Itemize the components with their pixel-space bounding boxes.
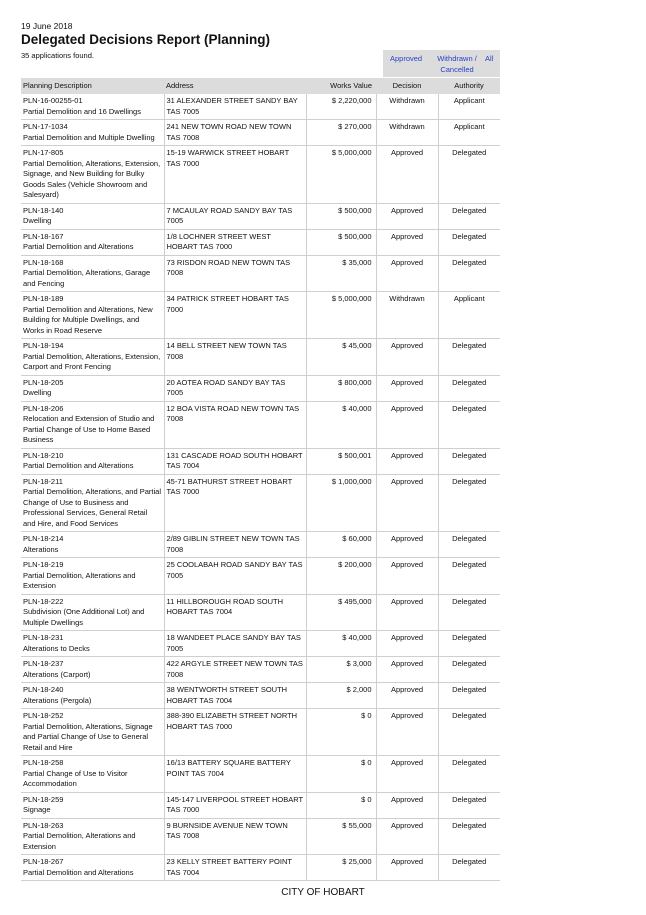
cell-works-value: $ 0: [306, 756, 376, 793]
cell-address: 34 PATRICK STREET HOBART TAS 7000: [164, 292, 306, 339]
page-title: Delegated Decisions Report (Planning): [21, 32, 271, 47]
application-description: Partial Change of Use to Visitor Accommodation: [23, 768, 128, 788]
table-row: [21, 709, 500, 756]
cell-address: 388-390 ELIZABETH STREET NORTH HOBART TAS 7000: [164, 709, 306, 756]
cell-works-value: $ 3,000: [306, 657, 376, 683]
cell-authority: Delegated: [438, 474, 500, 532]
cell-decision: Approved: [376, 448, 438, 474]
application-description: Partial Demolition and Alterations, New Building for Multiple Dwellings, and Works in Road Reserve: [23, 304, 153, 335]
application-id: PLN-18-140: [23, 205, 64, 215]
cell-works-value: $ 0: [306, 709, 376, 756]
cell-decision: Approved: [376, 532, 438, 558]
cell-decision: Approved: [376, 683, 438, 709]
cell-authority: Applicant: [438, 120, 500, 146]
cell-works-value: $ 40,000: [306, 631, 376, 657]
table-row: [21, 792, 500, 818]
cell-description: [21, 292, 164, 339]
table-row: [21, 339, 500, 376]
application-id: PLN-18-168: [23, 257, 64, 267]
cell-description: [21, 683, 164, 709]
cell-decision: Withdrawn: [376, 94, 438, 120]
cell-address: 15-19 WARWICK STREET HOBART TAS 7000: [164, 146, 306, 204]
filter-all-link[interactable]: All: [485, 54, 494, 63]
cell-authority: Delegated: [438, 558, 500, 595]
cell-authority: Delegated: [438, 255, 500, 292]
filter-approved-link[interactable]: Approved: [390, 54, 423, 63]
application-id: PLN-17-1034: [23, 122, 68, 131]
cell-works-value: $ 500,000: [306, 229, 376, 255]
cell-description: [21, 401, 164, 448]
cell-works-value: $ 2,000: [306, 683, 376, 709]
cell-authority: Delegated: [438, 532, 500, 558]
application-description: Partial Demolition, Alterations and Extension: [23, 831, 136, 851]
cell-authority: Delegated: [438, 375, 500, 401]
cell-description: [21, 818, 164, 855]
cell-description: [21, 631, 164, 657]
cell-address: 9 BURNSIDE AVENUE NEW TOWN TAS 7008: [164, 818, 306, 855]
cell-authority: Applicant: [438, 94, 500, 120]
cell-works-value: $ 0: [306, 792, 376, 818]
cell-decision: Approved: [376, 401, 438, 448]
cell-decision: Approved: [376, 146, 438, 204]
application-description: Signage: [23, 805, 51, 814]
application-description: Relocation and Extension of Studio and Partial Change of Use to Home Based Business: [23, 414, 155, 444]
table-row: [21, 756, 500, 793]
cell-decision: Approved: [376, 594, 438, 631]
cell-decision: Approved: [376, 339, 438, 376]
cell-address: 14 BELL STREET NEW TOWN TAS 7008: [164, 339, 306, 376]
cell-address: 7 MCAULAY ROAD SANDY BAY TAS 7005: [164, 203, 306, 229]
cell-description: [21, 532, 164, 558]
cell-decision: Approved: [376, 709, 438, 756]
column-header-value: Works Value: [306, 78, 376, 94]
cell-decision: Approved: [376, 855, 438, 881]
cell-works-value: $ 55,000: [306, 818, 376, 855]
cell-description: [21, 146, 164, 204]
table-row: [21, 474, 500, 532]
application-description: Partial Demolition, Alterations, Extension, Signage, and New Building for Bulky Goods Sales (Vehicle Showroom and Salesyard): [23, 158, 161, 199]
filter-withdrawn-link[interactable]: Withdrawn / Cancelled: [437, 54, 477, 74]
application-description: Partial Demolition, Alterations and Extension: [23, 570, 136, 590]
cell-address: 18 WANDEET PLACE SANDY BAY TAS 7005: [164, 631, 306, 657]
application-id: PLN-18-263: [23, 820, 64, 830]
application-id: PLN-18-259: [23, 794, 64, 804]
cell-decision: Approved: [376, 631, 438, 657]
application-id: PLN-18-214: [23, 534, 64, 543]
cell-authority: Delegated: [438, 401, 500, 448]
cell-description: [21, 792, 164, 818]
cell-works-value: $ 200,000: [306, 558, 376, 595]
table-row: [21, 657, 500, 683]
cell-decision: Approved: [376, 792, 438, 818]
cell-address: 12 BOA VISTA ROAD NEW TOWN TAS 7008: [164, 401, 306, 448]
application-id: PLN-18-194: [23, 341, 64, 350]
cell-description: [21, 94, 164, 120]
cell-description: [21, 558, 164, 595]
table-row: [21, 94, 500, 120]
application-description: Partial Demolition and Multiple Dwelling: [23, 132, 155, 142]
report-date: 19 June 2018: [21, 21, 73, 31]
application-description: Alterations (Carport): [23, 669, 91, 679]
application-description: Dwelling: [23, 388, 52, 397]
application-id: PLN-18-211: [23, 476, 63, 486]
result-count: 35 applications found.: [21, 51, 94, 60]
cell-works-value: $ 1,000,000: [306, 474, 376, 532]
cell-description: [21, 255, 164, 292]
application-description: Partial Demolition, Alterations, Extension, Carport and Front Fencing: [23, 351, 161, 371]
cell-address: 11 HILLBOROUGH ROAD SOUTH HOBART TAS 7004: [164, 594, 306, 631]
table-row: [21, 146, 500, 204]
cell-works-value: $ 40,000: [306, 401, 376, 448]
cell-works-value: $ 270,000: [306, 120, 376, 146]
cell-authority: Delegated: [438, 448, 500, 474]
cell-decision: Approved: [376, 229, 438, 255]
table-row: [21, 558, 500, 595]
cell-decision: Approved: [376, 203, 438, 229]
application-id: PLN-18-237: [23, 659, 64, 668]
application-description: Partial Demolition and Alterations: [23, 867, 134, 877]
table-row: [21, 120, 500, 146]
cell-address: 241 NEW TOWN ROAD NEW TOWN TAS 7008: [164, 120, 306, 146]
cell-description: [21, 855, 164, 881]
cell-decision: Approved: [376, 818, 438, 855]
column-header-address: Address: [164, 78, 306, 94]
application-id: PLN-18-222: [23, 596, 64, 606]
cell-works-value: $ 45,000: [306, 339, 376, 376]
table-row: [21, 855, 500, 881]
table-row: [21, 532, 500, 558]
cell-description: [21, 756, 164, 793]
cell-description: [21, 203, 164, 229]
cell-description: [21, 474, 164, 532]
table-row: [21, 375, 500, 401]
application-description: Dwelling: [23, 216, 52, 225]
application-id: PLN-18-167: [23, 231, 64, 241]
table-row: [21, 255, 500, 292]
cell-address: 1/8 LOCHNER STREET WEST HOBART TAS 7000: [164, 229, 306, 255]
application-description: Partial Demolition, Alterations, Signage and Partial Change of Use to General Retail and Hire: [23, 721, 153, 752]
footer-council-name: CITY OF HOBART: [281, 887, 365, 898]
cell-description: [21, 229, 164, 255]
column-header-authority: Authority: [438, 78, 500, 94]
table-row: [21, 594, 500, 631]
cell-authority: Delegated: [438, 756, 500, 793]
cell-authority: Delegated: [438, 657, 500, 683]
cell-decision: Approved: [376, 657, 438, 683]
table-row: [21, 818, 500, 855]
cell-decision: Withdrawn: [376, 292, 438, 339]
cell-works-value: $ 2,220,000: [306, 94, 376, 120]
cell-works-value: $ 60,000: [306, 532, 376, 558]
column-header-decision: Decision: [376, 78, 438, 94]
application-description: Alterations (Pergola): [23, 695, 92, 705]
application-description: Partial Demolition, Alterations, Garage and Fencing: [23, 268, 151, 288]
table-row: [21, 448, 500, 474]
cell-address: 16/13 BATTERY SQUARE BATTERY POINT TAS 7004: [164, 756, 306, 793]
cell-works-value: $ 800,000: [306, 375, 376, 401]
cell-address: 23 KELLY STREET BATTERY POINT TAS 7004: [164, 855, 306, 881]
application-id: PLN-18-210: [23, 450, 64, 460]
application-id: PLN-18-189: [23, 294, 64, 303]
cell-description: [21, 120, 164, 146]
cell-address: 45-71 BATHURST STREET HOBART TAS 7000: [164, 474, 306, 532]
cell-authority: Delegated: [438, 855, 500, 881]
application-description: Partial Demolition and Alterations: [23, 242, 134, 251]
cell-authority: Delegated: [438, 818, 500, 855]
application-description: Alterations to Decks: [23, 643, 90, 653]
table-row: [21, 229, 500, 255]
cell-authority: Delegated: [438, 203, 500, 229]
cell-address: 25 COOLABAH ROAD SANDY BAY TAS 7005: [164, 558, 306, 595]
filter-bar: [383, 50, 500, 77]
table-row: [21, 683, 500, 709]
application-id: PLN-18-240: [23, 685, 64, 694]
application-id: PLN-17-805: [23, 148, 64, 157]
cell-authority: Delegated: [438, 631, 500, 657]
application-description: Subdivision (One Additional Lot) and Multiple Dwellings: [23, 607, 145, 627]
cell-address: 145-147 LIVERPOOL STREET HOBART TAS 7000: [164, 792, 306, 818]
cell-works-value: $ 5,000,000: [306, 146, 376, 204]
column-header-description: Planning Description: [21, 78, 164, 94]
table-row: [21, 203, 500, 229]
cell-description: [21, 448, 164, 474]
cell-works-value: $ 35,000: [306, 255, 376, 292]
table-row: [21, 401, 500, 448]
cell-description: [21, 709, 164, 756]
application-description: Alterations: [23, 544, 59, 554]
cell-decision: Approved: [376, 255, 438, 292]
table-row: [21, 292, 500, 339]
application-id: PLN-16-00255-01: [23, 96, 83, 105]
cell-decision: Approved: [376, 474, 438, 532]
table-row: [21, 631, 500, 657]
cell-works-value: $ 495,000: [306, 594, 376, 631]
application-description: Partial Demolition and Alterations: [23, 461, 134, 470]
cell-authority: Delegated: [438, 339, 500, 376]
cell-decision: Approved: [376, 756, 438, 793]
cell-authority: Delegated: [438, 229, 500, 255]
cell-authority: Delegated: [438, 709, 500, 756]
application-id: PLN-18-267: [23, 857, 64, 866]
cell-works-value: $ 500,000: [306, 203, 376, 229]
cell-address: 38 WENTWORTH STREET SOUTH HOBART TAS 7004: [164, 683, 306, 709]
cell-authority: Delegated: [438, 792, 500, 818]
application-id: PLN-18-231: [23, 633, 64, 642]
cell-address: 31 ALEXANDER STREET SANDY BAY TAS 7005: [164, 94, 306, 120]
cell-description: [21, 339, 164, 376]
cell-authority: Delegated: [438, 683, 500, 709]
cell-works-value: $ 5,000,000: [306, 292, 376, 339]
cell-decision: Withdrawn: [376, 120, 438, 146]
application-id: PLN-18-206: [23, 403, 64, 413]
cell-authority: Delegated: [438, 146, 500, 204]
application-id: PLN-18-205: [23, 377, 64, 387]
cell-decision: Approved: [376, 558, 438, 595]
cell-description: [21, 594, 164, 631]
cell-address: 2/89 GIBLIN STREET NEW TOWN TAS 7008: [164, 532, 306, 558]
cell-description: [21, 375, 164, 401]
application-description: Partial Demolition, Alterations, and Partial Change of Use to Business and Professional Services, General Retail and Hire, and Food Services: [23, 487, 161, 528]
cell-authority: Delegated: [438, 594, 500, 631]
cell-description: [21, 657, 164, 683]
cell-address: 73 RISDON ROAD NEW TOWN TAS 7008: [164, 255, 306, 292]
application-id: PLN-18-258: [23, 758, 64, 767]
application-description: Partial Demolition and 16 Dwellings: [23, 106, 141, 116]
application-id: PLN-18-219: [23, 560, 64, 569]
decisions-table: [21, 78, 500, 881]
cell-decision: Approved: [376, 375, 438, 401]
cell-address: 20 AOTEA ROAD SANDY BAY TAS 7005: [164, 375, 306, 401]
cell-works-value: $ 25,000: [306, 855, 376, 881]
cell-works-value: $ 500,001: [306, 448, 376, 474]
cell-address: 422 ARGYLE STREET NEW TOWN TAS 7008: [164, 657, 306, 683]
cell-authority: Applicant: [438, 292, 500, 339]
cell-address: 131 CASCADE ROAD SOUTH HOBART TAS 7004: [164, 448, 306, 474]
table-header-row: [21, 78, 500, 94]
application-id: PLN-18-252: [23, 711, 64, 720]
